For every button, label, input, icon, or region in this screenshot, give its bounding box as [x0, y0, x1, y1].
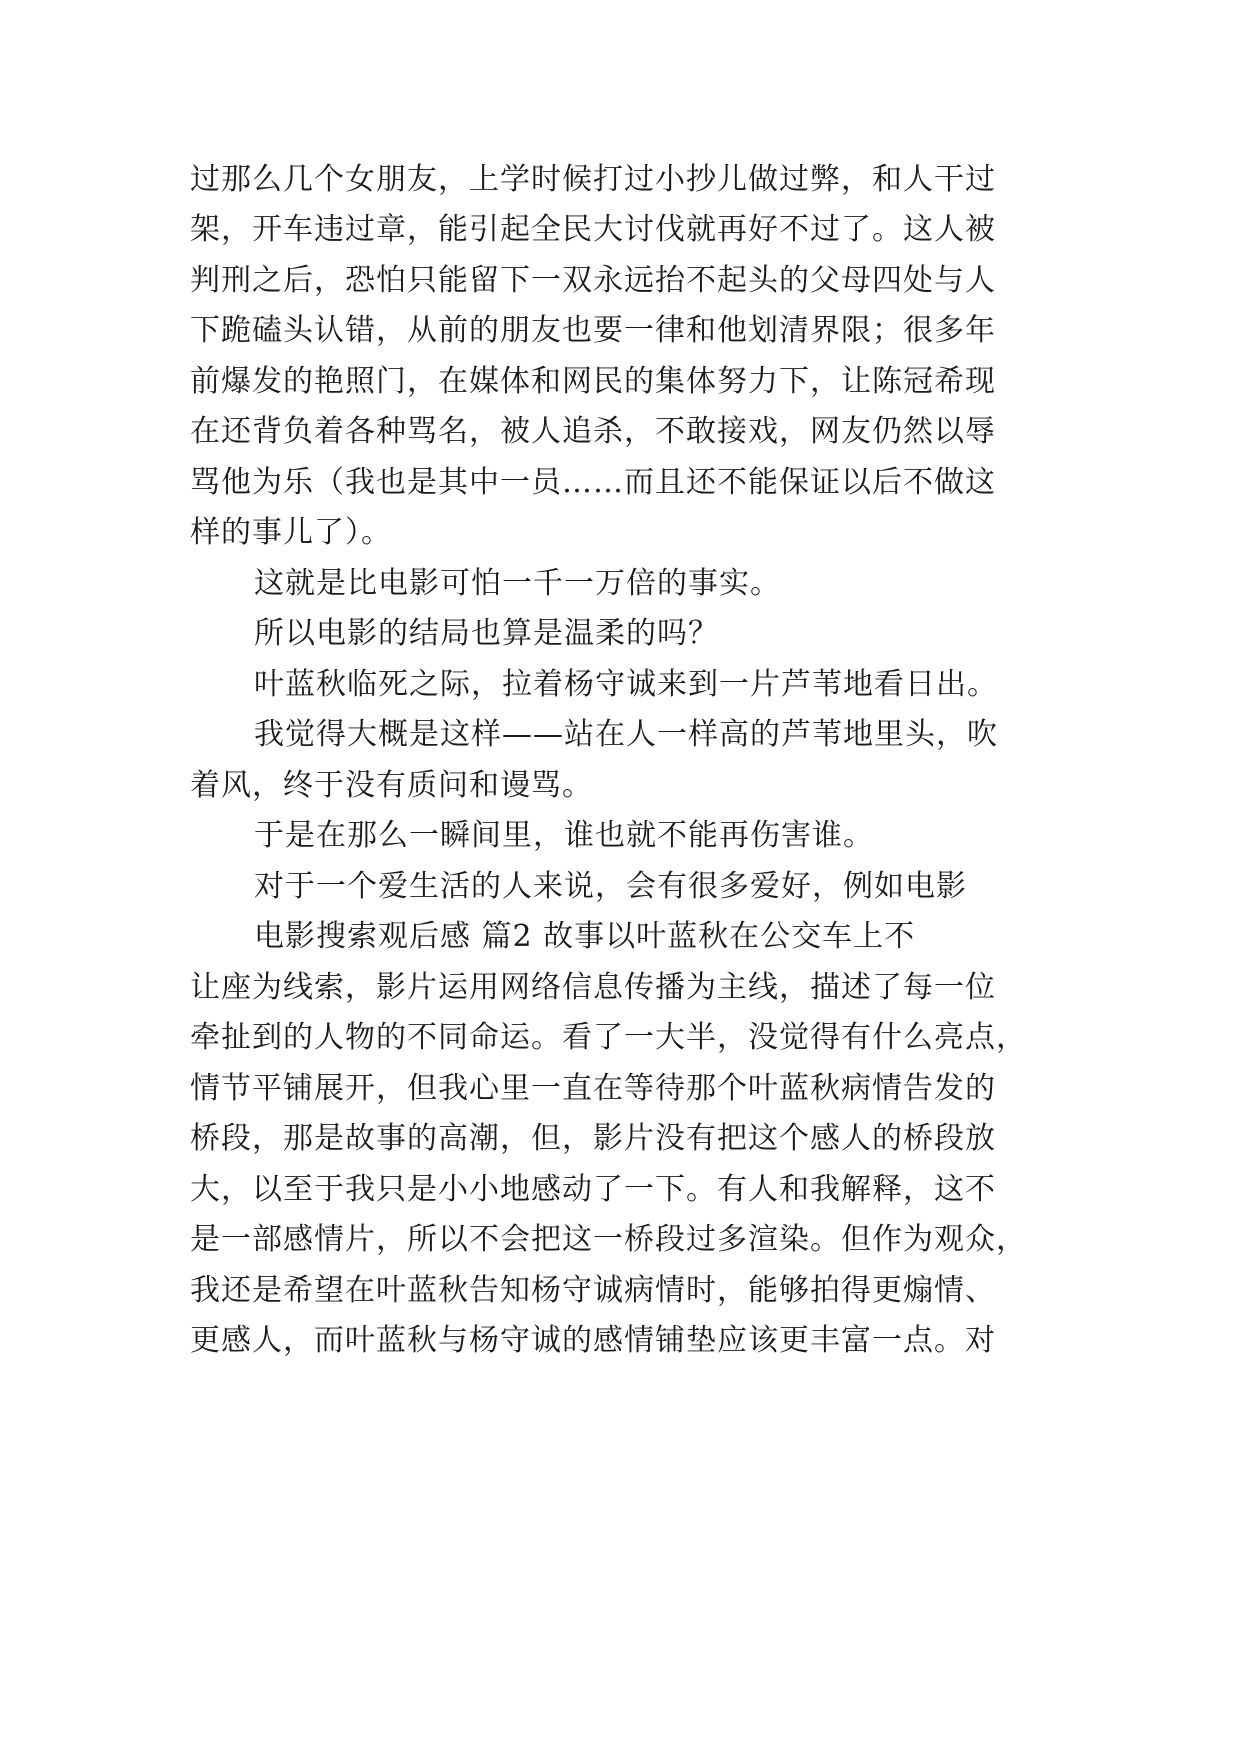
text-line: 这就是比电影可怕一千一万倍的事实。 [254, 566, 781, 601]
text-line: 我还是希望在叶蓝秋告知杨守诚病情时，能够拍得更煽情、 [190, 1273, 996, 1308]
text-line: 我觉得大概是这样——站在人一样高的芦苇地里头，吹 [254, 717, 998, 752]
text-line: 对于一个爱生活的人来说，会有很多爱好，例如电影 [254, 869, 967, 904]
text-line: 架，开车违过章，能引起全民大讨伐就再好不过了。这人被 [190, 212, 996, 247]
text-line: 骂他为乐（我也是其中一员……而且还不能保证以后不做这 [190, 465, 996, 500]
text-line: 更感人，而叶蓝秋与杨守诚的感情铺垫应该更丰富一点。对 [190, 1323, 996, 1358]
text-line: 叶蓝秋临死之际，拉着杨守诚来到一片芦苇地看日出。 [254, 667, 998, 702]
text-line: 是一部感情片，所以不会把这一桥段过多渲染。但作为观众， [190, 1222, 1027, 1257]
text-line: 情节平铺展开，但我心里一直在等待那个叶蓝秋病情告发的 [190, 1071, 996, 1106]
text-line: 所以电影的结局也算是温柔的吗？ [254, 616, 719, 651]
text-line: 着风，终于没有质问和谩骂。 [190, 768, 593, 803]
text-line: 桥段，那是故事的高潮，但，影片没有把这个感人的桥段放 [190, 1121, 996, 1156]
text-line: 前爆发的艳照门，在媒体和网民的集体努力下，让陈冠希现 [190, 364, 996, 399]
text-line: 在还背负着各种骂名，被人追杀，不敢接戏，网友仍然以辱 [190, 414, 996, 449]
text-line: 判刑之后，恐怕只能留下一双永远抬不起头的父母四处与人 [190, 263, 996, 298]
text-line: 下跪磕头认错，从前的朋友也要一律和他划清界限；很多年 [190, 313, 996, 348]
text-line: 样的事儿了）。 [190, 515, 392, 550]
text-line: 牵扯到的人物的不同命运。看了一大半，没觉得有什么亮点， [190, 1020, 1027, 1055]
section-heading-line: 电影搜索观后感 篇2 故事以叶蓝秋在公交车上不 [254, 919, 916, 954]
text-line: 过那么几个女朋友，上学时候打过小抄儿做过弊，和人干过 [190, 162, 996, 197]
text-line: 让座为线索，影片运用网络信息传播为主线，描述了每一位 [190, 970, 996, 1005]
text-line: 大，以至于我只是小小地感动了一下。有人和我解释，这不 [190, 1172, 996, 1207]
text-line: 于是在那么一瞬间里，谁也就不能再伤害谁。 [254, 818, 874, 853]
